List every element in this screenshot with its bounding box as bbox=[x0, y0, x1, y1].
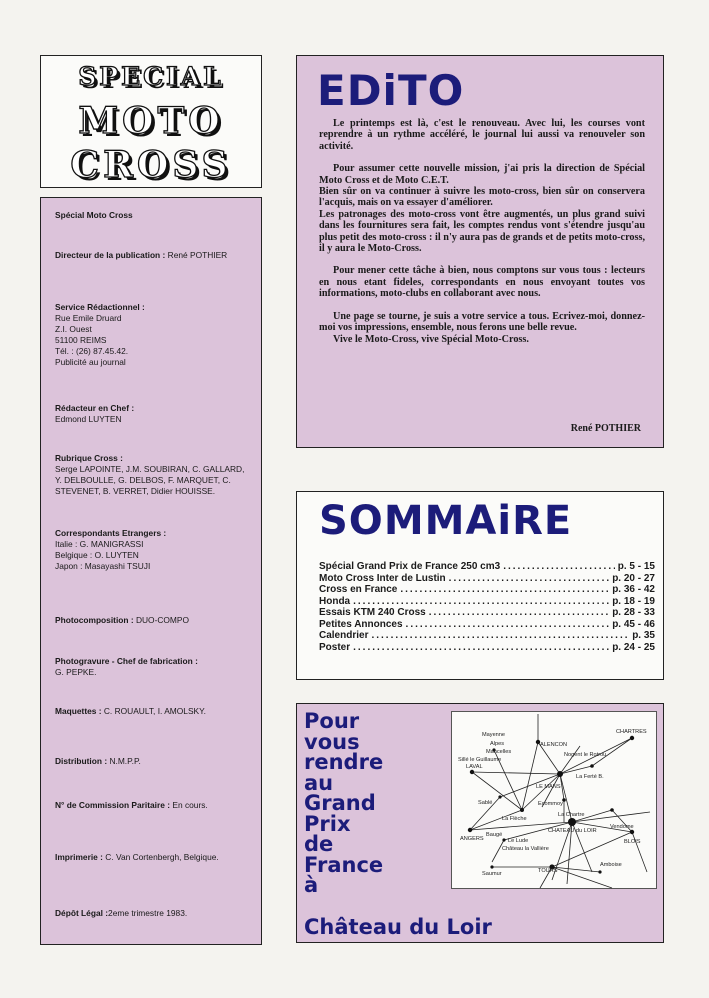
credits-magazine-name: Spécial Moto Cross bbox=[55, 210, 133, 220]
credits-service: Service Rédactionnel : Rue Emile Druard Z.I. Ouest 51100 REIMS Tél. : (26) 87.45.42. Publicité au journal bbox=[55, 302, 145, 367]
credits-depot-legal: Dépôt Légal :2eme trimestre 1983. bbox=[55, 908, 188, 918]
sommaire-item[interactable]: Moto Cross Inter de Lustin ..... p. 20 - 27 bbox=[319, 573, 655, 585]
sommaire-item[interactable]: Calendrier ..... p. 35 bbox=[319, 630, 655, 642]
promo-word: rendre bbox=[304, 750, 384, 774]
grand-prix-promo bbox=[296, 703, 664, 943]
map-town-sable: Sablé bbox=[478, 800, 493, 806]
route-map bbox=[451, 711, 657, 889]
map-town-alpes: Alpes bbox=[490, 741, 504, 747]
sommaire-item[interactable]: Essais KTM 240 Cross ..... p. 28 - 33 bbox=[319, 607, 655, 619]
map-town-chateau: CHATEAU du LOIR bbox=[548, 828, 597, 834]
edito-paragraph: Pour assumer cette nouvelle mission, j'ai pris la direction de Spécial Moto Cross et de Moto C.E.T. bbox=[319, 163, 645, 186]
edito-paragraph: Vive le Moto-Cross, vive Spécial Moto-Cross. bbox=[333, 333, 529, 345]
map-town-lude: Le Lude bbox=[508, 838, 529, 844]
credits-director: Directeur de la publication : René POTHIER bbox=[55, 250, 228, 260]
credits-distribution: Distribution : N.M.P.P. bbox=[55, 756, 141, 766]
map-town-laferte: La Ferté B. bbox=[576, 774, 604, 780]
map-town-vendome: Vendome bbox=[610, 824, 634, 830]
map-town-nogent: Nogent le Rotrou bbox=[564, 752, 607, 758]
edito-title: EDiTO bbox=[317, 66, 465, 115]
map-town-ecommoy: Ecommoy bbox=[538, 801, 563, 807]
map-town-saumur: Saumur bbox=[482, 871, 502, 877]
map-town-mancelles: Mancelles bbox=[486, 749, 512, 755]
credits-imprimerie: Imprimerie : C. Van Cortenbergh, Belgique. bbox=[55, 852, 219, 862]
promo-word: de bbox=[304, 832, 334, 856]
credits-photocomposition: Photocomposition : DUO-COMPO bbox=[55, 615, 189, 625]
sommaire-title: SOMMAiRE bbox=[319, 498, 573, 544]
edito-panel bbox=[296, 55, 664, 448]
sommaire-item[interactable]: Honda ..... p. 18 - 19 bbox=[319, 596, 655, 608]
promo-word: au bbox=[304, 770, 334, 795]
credits-photogravure: Photogravure - Chef de fabrication : G. PEPKE. bbox=[55, 656, 198, 677]
map-town-alencon: ALENCON bbox=[540, 742, 568, 748]
edito-signature: René POTHIER bbox=[570, 423, 641, 434]
edito-body bbox=[319, 118, 645, 356]
edito-paragraph: Une page se tourne, je suis a votre service a tous. Ecrivez-moi, donnez-moi vos impressions, ensemble, nous ferons une belle revue. bbox=[319, 310, 645, 334]
logo-word-special: SPECIAL bbox=[78, 62, 224, 91]
credits-chief-editor: Rédacteur en Chef : Edmond LUYTEN bbox=[55, 403, 135, 424]
edito-paragraph: Pour mener cette tâche à bien, nous comptons sur vous tous : lecteurs en nous etant fideles, correspondants en nous envoyant toutes vos informations, moto-clubs en collaborant avec nous. bbox=[319, 265, 645, 300]
map-town-lachartre: La Chartre bbox=[558, 812, 585, 818]
edito-paragraph: Le printemps est là, c'est le renouveau. Avec lui, les courses vont reprendre à un rythme accéléré, le journal lui aussi va renouveler son activité. bbox=[319, 118, 645, 152]
credits-panel bbox=[40, 197, 262, 945]
credits-rubrique: Rubrique Cross : Serge LAPOINTE, J.M. SOUBIRAN, C. GALLARD, Y. DELBOULLE, G. DELBOS, F. MARQUET, C. STEVENET, B. VERRET, Didier HOUISSE. bbox=[55, 453, 245, 496]
sommaire-list bbox=[319, 561, 655, 653]
map-town-angers: ANGERS bbox=[460, 836, 484, 842]
logo-word-moto: MOTO bbox=[78, 100, 224, 142]
map-town-bauge: Baugé bbox=[486, 832, 503, 838]
map-town-chartres: CHARTRES bbox=[616, 729, 647, 735]
logo-word-cross: CROSS bbox=[70, 144, 232, 186]
promo-word: France bbox=[304, 852, 384, 877]
sommaire-item[interactable]: Petites Annonces ..... p. 45 - 46 bbox=[319, 619, 655, 631]
promo-word: à bbox=[304, 873, 319, 897]
promo-headline bbox=[304, 711, 383, 896]
edito-paragraph: Bien sûr on va continuer à suivre les moto-cross, bien sûr on conservera l'acquis, mais on va essayer d'améliorer. bbox=[319, 186, 645, 209]
promo-word: Grand bbox=[304, 791, 376, 815]
map-town-mayenne: Mayenne bbox=[482, 732, 506, 738]
sommaire-item[interactable]: Spécial Grand Prix de France 250 cm3 ..... p. 5 - 15 bbox=[319, 561, 655, 573]
promo-location: Château du Loir bbox=[304, 915, 492, 939]
map-town-lafleche: La Flèche bbox=[502, 816, 527, 822]
magazine-logo bbox=[40, 55, 262, 188]
map-town-tours: TOURS bbox=[538, 868, 558, 874]
sommaire-item[interactable]: Cross en France ..... p. 36 - 42 bbox=[319, 584, 655, 596]
sommaire-item[interactable]: Poster ..... p. 24 - 25 bbox=[319, 642, 655, 654]
promo-word: Prix bbox=[304, 811, 351, 836]
map-town-blois: BLOIS bbox=[624, 839, 641, 845]
promo-word: Pour bbox=[304, 709, 360, 733]
route-map-drawing bbox=[452, 712, 658, 890]
credits-commission: N° de Commission Paritaire : En cours. bbox=[55, 800, 208, 810]
map-town-laval: LAVAL bbox=[466, 764, 483, 770]
edito-paragraph: Les patronages des moto-cross vont être augmentés, un plus grand suivi dans les fournitures sera fait, les comptes rendus vont s'étendre jusqu'au plus petit des moto-cross : il n'y aura pas de grands et de petits moto-cross, il y aura le Moto-Cross. bbox=[319, 208, 645, 255]
credits-foreign: Correspondants Etrangers : Italie : G. MANIGRASSI Belgique : O. LUYTEN Japon : Masayashi TSUJI bbox=[55, 528, 167, 571]
map-town-sille: Sillé le Guillaume bbox=[458, 757, 502, 763]
promo-word: vous bbox=[304, 729, 360, 754]
map-town-amboise: Amboise bbox=[600, 862, 622, 868]
map-town-lemans: LE MANS bbox=[536, 784, 561, 790]
map-town-vallee: Château la Vallière bbox=[502, 846, 549, 852]
credits-maquettes: Maquettes : C. ROUAULT, I. AMOLSKY. bbox=[55, 706, 206, 716]
sommaire-panel bbox=[296, 491, 664, 680]
